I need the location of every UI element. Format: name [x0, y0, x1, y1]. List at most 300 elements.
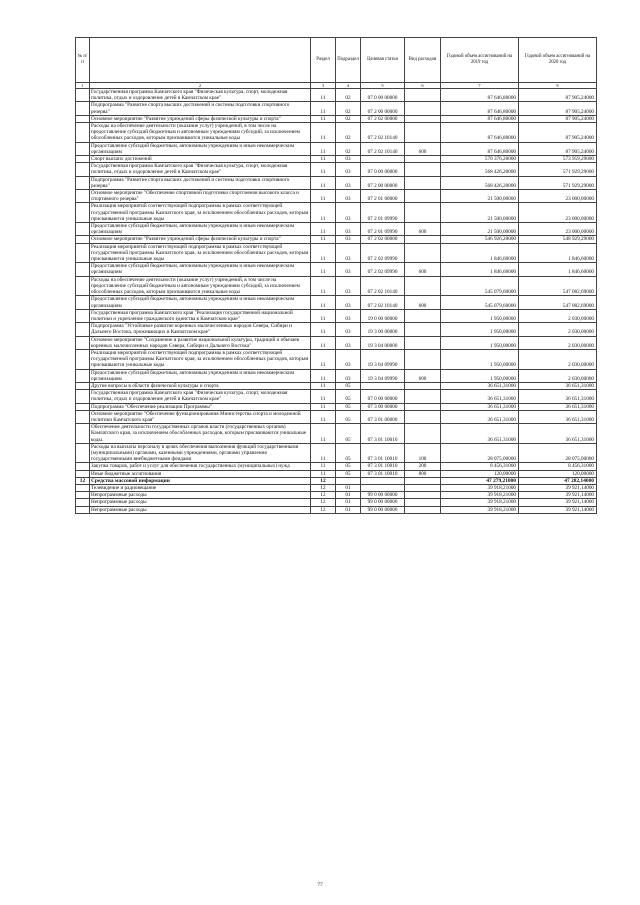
table-row: [76, 369, 597, 382]
row-number: [76, 424, 90, 444]
row-name: Непрограммные расходы: [90, 506, 311, 513]
row-amount-2020: 571 929,29000: [519, 163, 597, 176]
row-razdel: 11: [311, 142, 336, 155]
row-podrazdel: 05: [336, 410, 361, 423]
row-target-article: 07 2 02 09990: [361, 263, 405, 276]
column-index: 7: [441, 83, 519, 89]
row-number: [76, 296, 90, 309]
row-expense-type: [405, 499, 441, 506]
row-razdel: 12: [311, 506, 336, 513]
row-amount-2020: 39 921,14000: [519, 499, 597, 506]
column-index: 5: [361, 83, 405, 89]
row-amount-2020: 28 075,00000: [519, 443, 597, 463]
row-target-article: 07 2 01 09990: [361, 223, 405, 236]
row-amount-2020: 548 929,29000: [519, 236, 597, 243]
row-amount-2020: 36 651,31000: [519, 382, 597, 389]
row-amount-2019: 87 646,80000: [441, 89, 519, 102]
row-number: [76, 309, 90, 322]
row-podrazdel: 02: [336, 123, 361, 143]
table-row: [76, 243, 597, 263]
table-row: [76, 477, 597, 484]
row-name: Подпрограмма "Развитие спорта высших достижений и системы подготовки спортивного резерва": [90, 102, 311, 115]
row-amount-2019: 36 651,31000: [441, 410, 519, 423]
row-podrazdel: 03: [336, 263, 361, 276]
row-name: Реализация мероприятий соответствующей подпрограммы в рамках соответствующей государственной программы Камчатского края, за исключением обособленных расходов, которым присваиваются уникальные коды: [90, 203, 311, 223]
row-expense-type: 600: [405, 263, 441, 276]
row-target-article: 07 3 01 10010: [361, 463, 405, 470]
row-name: Основное мероприятие "Обеспечение функционирования Министерства спорта и молодежной политики Камчатского края": [90, 410, 311, 423]
row-name: Основное мероприятие "Сохранение и развитие национальной культуры, традиций и обычаев коренных малочисленных народов Севера, Сибири и Дальнего Востока": [90, 336, 311, 349]
row-target-article: 07 0 00 00000: [361, 390, 405, 403]
row-amount-2020: 2 030,00000: [519, 369, 597, 382]
header-expense-type: Вид расходов: [405, 38, 441, 83]
header-podrazdel: Подраздел: [336, 38, 361, 83]
table-row: [76, 403, 597, 410]
row-target-article: [361, 477, 405, 484]
row-target-article: [361, 484, 405, 491]
row-target-article: 19 0 00 00000: [361, 309, 405, 322]
row-amount-2019: 120,00000: [441, 470, 519, 477]
row-target-article: 19 3 04 09990: [361, 369, 405, 382]
table-row: [76, 443, 597, 463]
row-razdel: 12: [311, 477, 336, 484]
row-expense-type: [405, 349, 441, 369]
row-number: [76, 176, 90, 189]
row-number: [76, 463, 90, 470]
row-podrazdel: 03: [336, 309, 361, 322]
row-target-article: 07 2 02 09990: [361, 243, 405, 263]
row-number: [76, 223, 90, 236]
row-number: [76, 506, 90, 513]
row-razdel: 11: [311, 163, 336, 176]
row-podrazdel: 03: [336, 203, 361, 223]
row-razdel: 11: [311, 263, 336, 276]
row-name: Предоставление субсидий бюджетным, автономным учреждениям и иным некоммерческим организациям: [90, 369, 311, 382]
row-name: Расходы на выплаты персоналу в целях обеспечения выполнения функций государственными (муниципальными) органами, казенными учреждениями, органами управления государственными внебюджетными фондами: [90, 443, 311, 463]
row-expense-type: 600: [405, 296, 441, 309]
row-podrazdel: 02: [336, 89, 361, 102]
row-expense-type: [405, 424, 441, 444]
row-amount-2019: 36 651,31000: [441, 382, 519, 389]
row-name: Непрограммные расходы: [90, 499, 311, 506]
row-target-article: [361, 156, 405, 163]
row-amount-2020: 39 921,14000: [519, 484, 597, 491]
row-amount-2020: 2 030,00000: [519, 309, 597, 322]
row-razdel: 11: [311, 176, 336, 189]
row-number: [76, 403, 90, 410]
row-expense-type: [405, 203, 441, 223]
row-podrazdel: 03: [336, 223, 361, 236]
row-amount-2020: 87 905,24000: [519, 123, 597, 143]
row-razdel: 11: [311, 102, 336, 115]
row-target-article: [361, 382, 405, 389]
row-name: Расходы на обеспечение деятельности (оказание услуг) учреждений, в том числе на предоставление субсидий бюджетным и автономным учреждениям субсидий, за исключением обособленных расходов, которым присваиваются уникальные коды: [90, 123, 311, 143]
table-row: [76, 506, 597, 513]
row-razdel: 11: [311, 390, 336, 403]
row-name: Реализация мероприятий соответствующей подпрограммы в рамках соответствующей государственной программы Камчатского края, за исключением обособленных расходов, которым присваиваются уникальные коды: [90, 349, 311, 369]
row-razdel: 11: [311, 336, 336, 349]
table-row: [76, 336, 597, 349]
row-target-article: 07 2 02 10140: [361, 142, 405, 155]
row-number: [76, 203, 90, 223]
row-razdel: 11: [311, 410, 336, 423]
row-name: Предоставление субсидий бюджетным, автономным учреждениям и иным некоммерческим организациям: [90, 223, 311, 236]
row-target-article: 07 3 01 10010: [361, 470, 405, 477]
row-razdel: 11: [311, 243, 336, 263]
row-amount-2020: 39 921,14000: [519, 492, 597, 499]
row-podrazdel: 03: [336, 163, 361, 176]
row-number: [76, 156, 90, 163]
table-row: [76, 102, 597, 115]
row-amount-2019: 39 918,21000: [441, 506, 519, 513]
row-podrazdel: 02: [336, 142, 361, 155]
row-amount-2019: 1 950,00000: [441, 349, 519, 369]
header-year-2020: Годовой объем ассигнований на 2020 год: [519, 38, 597, 83]
page-number: 77: [317, 882, 323, 888]
row-razdel: 11: [311, 115, 336, 122]
row-name: Подпрограмма "Устойчивое развитие коренных малочисленных народов Севера, Сибири и Дальнего Востока, проживающих в Камчатском крае": [90, 323, 311, 336]
row-amount-2020: 571 929,29000: [519, 176, 597, 189]
header-year-2019: Годовой объем ассигнований на 2019 год: [441, 38, 519, 83]
header-target-article: Целевая статья: [361, 38, 405, 83]
row-amount-2020: 87 905,24000: [519, 102, 597, 115]
row-razdel: 11: [311, 123, 336, 143]
row-razdel: 11: [311, 203, 336, 223]
row-amount-2020: 87 905,24000: [519, 89, 597, 102]
row-amount-2020: 23 000,00000: [519, 203, 597, 223]
row-expense-type: [405, 484, 441, 491]
row-target-article: 07 2 02 10140: [361, 296, 405, 309]
row-target-article: 07 3 01 10010: [361, 424, 405, 444]
table-row: [76, 390, 597, 403]
row-amount-2020: 2 030,00000: [519, 349, 597, 369]
row-expense-type: 200: [405, 463, 441, 470]
row-expense-type: [405, 190, 441, 203]
row-amount-2019: 568 426,20000: [441, 163, 519, 176]
row-number: [76, 484, 90, 491]
row-number: [76, 102, 90, 115]
header-name: [90, 38, 311, 83]
row-amount-2020: 547 082,69000: [519, 276, 597, 296]
row-razdel: 11: [311, 323, 336, 336]
row-razdel: 11: [311, 89, 336, 102]
row-number: [76, 443, 90, 463]
row-number: [76, 336, 90, 349]
row-podrazdel: 03: [336, 336, 361, 349]
row-expense-type: [405, 323, 441, 336]
table-row: [76, 463, 597, 470]
row-amount-2020: 120,00000: [519, 470, 597, 477]
row-number: [76, 263, 90, 276]
row-target-article: 07 2 00 00000: [361, 102, 405, 115]
row-name: Спорт высших достижений: [90, 156, 311, 163]
row-expense-type: [405, 506, 441, 513]
row-podrazdel: 03: [336, 236, 361, 243]
table-row: [76, 410, 597, 423]
row-expense-type: [405, 243, 441, 263]
row-target-article: 07 2 02 00000: [361, 236, 405, 243]
row-target-article: 19 3 04 00000: [361, 336, 405, 349]
row-name: Реализация мероприятий соответствующей подпрограммы в рамках соответствующей государственной программы Камчатского края, за исключением обособленных расходов, которым присваиваются уникальные коды: [90, 243, 311, 263]
row-amount-2020: 1 846,60000: [519, 243, 597, 263]
table-row: [76, 499, 597, 506]
row-amount-2019: 87 646,80000: [441, 123, 519, 143]
row-number: [76, 276, 90, 296]
row-name: Предоставление субсидий бюджетным, автономным учреждениям и иным некоммерческим организациям: [90, 263, 311, 276]
row-number: [76, 142, 90, 155]
row-podrazdel: 05: [336, 403, 361, 410]
row-podrazdel: 01: [336, 499, 361, 506]
row-amount-2020: 87 905,24000: [519, 142, 597, 155]
row-razdel: 11: [311, 236, 336, 243]
row-expense-type: 600: [405, 223, 441, 236]
row-expense-type: [405, 276, 441, 296]
row-podrazdel: 03: [336, 296, 361, 309]
row-name: Государственная программа Камчатского края "Физическая культура, спорт, молодежная политика, отдых и оздоровление детей в Камчатском крае": [90, 390, 311, 403]
row-razdel: 12: [311, 492, 336, 499]
row-podrazdel: 03: [336, 276, 361, 296]
row-target-article: 07 2 01 00000: [361, 190, 405, 203]
row-number: [76, 369, 90, 382]
row-number: 12: [76, 477, 90, 484]
row-amount-2019: 8 456,31000: [441, 463, 519, 470]
table-row: [76, 142, 597, 155]
row-name: Непрограммные расходы: [90, 492, 311, 499]
row-razdel: 11: [311, 156, 336, 163]
row-podrazdel: 03: [336, 349, 361, 369]
row-amount-2019: 87 646,80000: [441, 142, 519, 155]
row-razdel: 11: [311, 369, 336, 382]
row-number: [76, 89, 90, 102]
row-expense-type: [405, 163, 441, 176]
row-expense-type: [405, 410, 441, 423]
table-row: [76, 236, 597, 243]
row-podrazdel: 02: [336, 102, 361, 115]
row-target-article: 19 3 00 00000: [361, 323, 405, 336]
row-amount-2019: 1 950,00000: [441, 323, 519, 336]
row-expense-type: [405, 236, 441, 243]
row-expense-type: [405, 336, 441, 349]
row-amount-2019: 545 079,60000: [441, 296, 519, 309]
row-expense-type: [405, 390, 441, 403]
row-podrazdel: [336, 477, 361, 484]
row-amount-2019: 1 950,00000: [441, 309, 519, 322]
row-name: Подпрограмма "Развитие спорта высших достижений и системы подготовки спортивного резерва": [90, 176, 311, 189]
row-amount-2019: 1 846,60000: [441, 243, 519, 263]
row-podrazdel: 03: [336, 243, 361, 263]
table-row: [76, 223, 597, 236]
row-podrazdel: 03: [336, 176, 361, 189]
table-row: [76, 309, 597, 322]
row-name: Закупка товаров, работ и услуг для обеспечения государственных (муниципальных) нужд: [90, 463, 311, 470]
table-header-row: [76, 38, 597, 83]
row-expense-type: [405, 382, 441, 389]
row-razdel: 11: [311, 424, 336, 444]
table-row: [76, 484, 597, 491]
row-expense-type: [405, 477, 441, 484]
row-razdel: 11: [311, 349, 336, 369]
row-expense-type: 100: [405, 443, 441, 463]
row-amount-2019: 39 918,21000: [441, 484, 519, 491]
table-row: [76, 492, 597, 499]
row-expense-type: [405, 403, 441, 410]
row-amount-2019: 21 500,00000: [441, 223, 519, 236]
row-razdel: 12: [311, 499, 336, 506]
row-name: Другие вопросы в области физической культуры и спорта: [90, 382, 311, 389]
table-row: [76, 323, 597, 336]
row-number: [76, 190, 90, 203]
budget-table-sheet: [75, 37, 596, 514]
row-podrazdel: 05: [336, 390, 361, 403]
row-amount-2020: 23 000,00000: [519, 190, 597, 203]
row-expense-type: [405, 176, 441, 189]
row-number: [76, 410, 90, 423]
row-target-article: 19 3 04 09990: [361, 349, 405, 369]
row-target-article: 99 0 00 00000: [361, 506, 405, 513]
row-name: Телевидение и радиовещание: [90, 484, 311, 491]
row-expense-type: 600: [405, 369, 441, 382]
row-name: Основное мероприятие "Развитие учреждений сферы физической культуры и спорта": [90, 236, 311, 243]
row-name: Подпрограмма "Обеспечение реализации Программы": [90, 403, 311, 410]
row-target-article: 07 3 01 10010: [361, 443, 405, 463]
row-amount-2020: 2 030,00000: [519, 336, 597, 349]
row-amount-2020: 573 959,29000: [519, 156, 597, 163]
row-amount-2020: 36 651,31000: [519, 410, 597, 423]
row-number: [76, 390, 90, 403]
row-amount-2020: 23 000,00000: [519, 223, 597, 236]
row-number: [76, 382, 90, 389]
row-number: [76, 163, 90, 176]
row-razdel: 11: [311, 382, 336, 389]
table-row: [76, 349, 597, 369]
row-expense-type: [405, 102, 441, 115]
row-amount-2019: 87 646,80000: [441, 115, 519, 122]
row-razdel: 11: [311, 276, 336, 296]
row-podrazdel: 01: [336, 506, 361, 513]
row-name: Основное мероприятие "Обеспечение спортивной подготовки спортсменов высокого класса и спортивного резерва": [90, 190, 311, 203]
table-row: [76, 123, 597, 143]
row-razdel: 11: [311, 296, 336, 309]
table-row: [76, 163, 597, 176]
row-amount-2019: 21 500,00000: [441, 190, 519, 203]
table-row: [76, 263, 597, 276]
row-amount-2019: 47 279,21000: [441, 477, 519, 484]
row-name: Обеспечение деятельности государственных органов власти (государственных органов) Камчатского края, за исключением обособленных расходов, которым присваиваются уникальные коды.: [90, 424, 311, 444]
row-amount-2019: 39 918,21000: [441, 499, 519, 506]
row-name: Расходы на обеспечение деятельности (оказание услуг) учреждений, в том числе на предоставление субсидий бюджетным и автономным учреждениям субсидий, за исключением обособленных расходов, которым присваиваются уникальные коды: [90, 276, 311, 296]
row-amount-2019: 21 500,00000: [441, 203, 519, 223]
table-row: [76, 382, 597, 389]
row-amount-2019: 545 079,60000: [441, 276, 519, 296]
budget-table: [75, 37, 597, 514]
row-podrazdel: 01: [336, 492, 361, 499]
row-amount-2019: 1 950,00000: [441, 336, 519, 349]
row-podrazdel: 03: [336, 369, 361, 382]
row-target-article: 07 2 00 00000: [361, 176, 405, 189]
row-target-article: 07 2 02 10140: [361, 276, 405, 296]
row-name: Предоставление субсидий бюджетным, автономным учреждениям и иным некоммерческим организациям: [90, 296, 311, 309]
table-row: [76, 176, 597, 189]
row-amount-2020: 547 082,69000: [519, 296, 597, 309]
table-row: [76, 296, 597, 309]
column-index: 6: [405, 83, 441, 89]
row-name: Предоставление субсидий бюджетным, автономным учреждениям и иным некоммерческим организациям: [90, 142, 311, 155]
row-amount-2019: 570 376,20000: [441, 156, 519, 163]
table-row: [76, 276, 597, 296]
column-index: 1: [76, 83, 90, 89]
row-amount-2019: 546 926,20000: [441, 236, 519, 243]
row-razdel: 11: [311, 443, 336, 463]
row-name: Основное мероприятие "Развитие учреждений сферы физической культуры и спорта": [90, 115, 311, 122]
row-expense-type: [405, 156, 441, 163]
row-expense-type: 800: [405, 470, 441, 477]
row-name: Государственная программа Камчатского края "Физическая культура, спорт, молодежная политика, отдых и оздоровление детей в Камчатском крае": [90, 89, 311, 102]
row-number: [76, 470, 90, 477]
row-expense-type: [405, 115, 441, 122]
row-expense-type: [405, 89, 441, 102]
row-razdel: 11: [311, 403, 336, 410]
row-expense-type: [405, 309, 441, 322]
row-amount-2020: 47 282,14000: [519, 477, 597, 484]
row-target-article: 07 0 00 00000: [361, 163, 405, 176]
row-amount-2019: 39 918,21000: [441, 492, 519, 499]
row-number: [76, 492, 90, 499]
row-target-article: 07 2 02 00000: [361, 115, 405, 122]
row-number: [76, 323, 90, 336]
row-podrazdel: 05: [336, 463, 361, 470]
row-name: Государственная программа Камчатского края "Реализация государственной национальной политики и укрепление гражданского единства в Камчатском крае": [90, 309, 311, 322]
row-razdel: 11: [311, 463, 336, 470]
row-razdel: 11: [311, 223, 336, 236]
row-target-article: 99 0 00 00000: [361, 492, 405, 499]
row-razdel: 11: [311, 470, 336, 477]
row-podrazdel: 05: [336, 382, 361, 389]
row-amount-2020: 39 921,14000: [519, 506, 597, 513]
row-amount-2019: 36 651,31000: [441, 390, 519, 403]
row-expense-type: [405, 123, 441, 143]
row-razdel: 11: [311, 309, 336, 322]
table-row: [76, 470, 597, 477]
row-expense-type: [405, 492, 441, 499]
row-amount-2020: 87 905,24000: [519, 115, 597, 122]
row-amount-2020: 36 651,31000: [519, 390, 597, 403]
table-row: [76, 190, 597, 203]
row-target-article: 07 2 01 09990: [361, 203, 405, 223]
row-target-article: 99 0 00 00000: [361, 499, 405, 506]
row-name: Государственная программа Камчатского края "Физическая культура, спорт, молодежная политика, отдых и оздоровление детей в Камчатском крае": [90, 163, 311, 176]
table-row: [76, 115, 597, 122]
column-index: 8: [519, 83, 597, 89]
row-podrazdel: 05: [336, 424, 361, 444]
row-podrazdel: 03: [336, 190, 361, 203]
row-amount-2019: 36 651,31000: [441, 424, 519, 444]
row-amount-2019: 28 075,00000: [441, 443, 519, 463]
column-index: 2: [90, 83, 311, 89]
row-amount-2019: 87 646,80000: [441, 102, 519, 115]
row-number: [76, 236, 90, 243]
row-amount-2020: 2 030,00000: [519, 323, 597, 336]
column-index: 4: [336, 83, 361, 89]
table-row: [76, 424, 597, 444]
row-number: [76, 349, 90, 369]
row-number: [76, 499, 90, 506]
row-podrazdel: 03: [336, 156, 361, 163]
row-podrazdel: 02: [336, 115, 361, 122]
row-podrazdel: 05: [336, 470, 361, 477]
row-amount-2020: 8 456,31000: [519, 463, 597, 470]
row-number: [76, 115, 90, 122]
row-amount-2019: 1 846,60000: [441, 263, 519, 276]
